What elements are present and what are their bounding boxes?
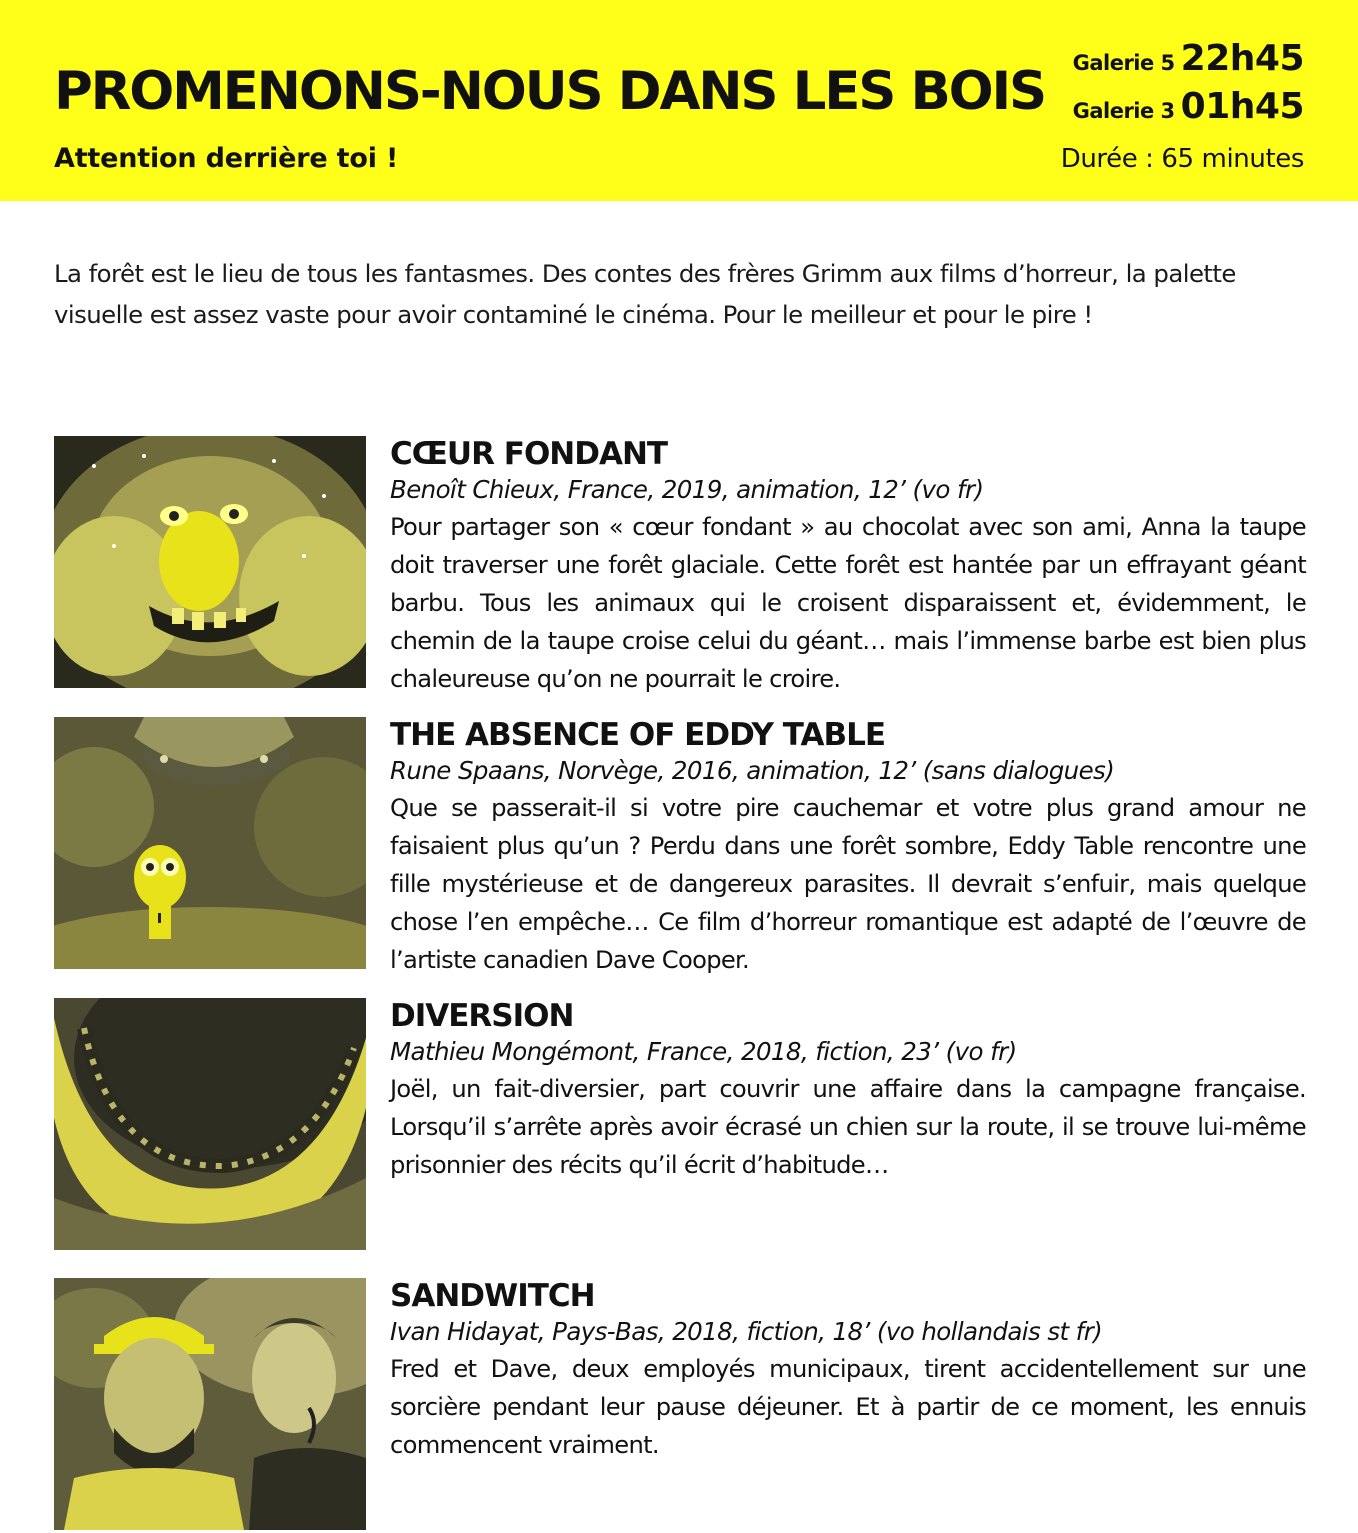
header-banner bbox=[0, 0, 1358, 201]
film-entry bbox=[54, 436, 1306, 693]
film-description: Que se passerait-il si votre pire cauchemar et votre plus grand amour ne faisaient plus qu’un ? Perdu dans une forêt sombre, Eddy Table rencontre une fille mystérieuse et de dangereux parasites. Il devrait s’enfuir, mais quelque chose l’en empêche… Ce film d’horreur romantique est adapté de l’œuvre de l’artiste canadien Dave Cooper. bbox=[390, 794, 1306, 974]
film-title: CŒUR FONDANT bbox=[390, 436, 668, 472]
film-credit: Benoît Chieux, France, 2019, animation, 12’ (vo fr) bbox=[390, 475, 984, 504]
dog-collar-still bbox=[54, 998, 366, 1250]
film-entry bbox=[54, 998, 1306, 1251]
film-still bbox=[54, 717, 366, 969]
intro-paragraph: La forêt est le lieu de tous les fantasmes. Des contes des frères Grimm aux films d’horreur, la palette visuelle est assez vaste pour avoir contaminé le cinéma. Pour le meilleur et pour le pire ! bbox=[54, 259, 1236, 329]
program-subtitle: Attention derrière toi ! bbox=[54, 143, 399, 174]
film-info bbox=[390, 998, 1306, 1184]
film-still bbox=[54, 1278, 366, 1530]
film-description: Joël, un fait-diversier, part couvrir une affaire dans la campagne française. Lorsqu’il s’arrête après avoir écrasé un chien sur la route, il se trouve lui-même prisonnier des récits qu’il écrit d’habitude… bbox=[390, 1075, 1306, 1179]
schedule-venue: Galerie 5 bbox=[1072, 51, 1175, 75]
film-entry bbox=[54, 717, 1306, 974]
film-title: DIVERSION bbox=[390, 998, 574, 1034]
film-still bbox=[54, 436, 366, 688]
schedule-row bbox=[1073, 38, 1304, 79]
film-info bbox=[390, 717, 1306, 979]
schedule-time: 22h45 bbox=[1180, 38, 1304, 79]
two-men-still bbox=[54, 1278, 366, 1530]
film-info bbox=[390, 1278, 1306, 1464]
film-credit: Mathieu Mongémont, France, 2018, fiction, 23’ (vo fr) bbox=[390, 1037, 1017, 1066]
film-title: SANDWITCH bbox=[390, 1278, 595, 1314]
schedule-row bbox=[1073, 86, 1304, 127]
film-description: Pour partager son « cœur fondant » au chocolat avec son ami, Anna la taupe doit traverser une forêt glaciale. Cette forêt est hantée par un effrayant géant barbu. Tous les animaux qui le croisent disparaissent et, évidemment, le chemin de la taupe croise celui du géant… mais l’immense barbe est bien plus chaleureuse qu’on ne pourrait le croire. bbox=[390, 513, 1306, 693]
film-entry bbox=[54, 1278, 1306, 1531]
film-title: THE ABSENCE OF EDDY TABLE bbox=[390, 717, 886, 753]
film-credit: Rune Spaans, Norvège, 2016, animation, 12’ (sans dialogues) bbox=[390, 756, 1115, 785]
film-description: Fred et Dave, deux employés municipaux, tirent accidentellement sur une sorcière pendant leur pause déjeuner. Et à partir de ce moment, les ennuis commencent vraiment. bbox=[390, 1355, 1306, 1459]
film-credit: Ivan Hidayat, Pays-Bas, 2018, fiction, 18’ (vo hollandais st fr) bbox=[390, 1317, 1103, 1346]
schedule-time: 01h45 bbox=[1180, 86, 1304, 127]
bearded-giant-still bbox=[54, 436, 366, 688]
film-still bbox=[54, 998, 366, 1250]
film-info bbox=[390, 436, 1306, 698]
program-title: PROMENONS-NOUS DANS LES BOIS bbox=[54, 61, 1045, 122]
schedule-venue: Galerie 3 bbox=[1072, 99, 1175, 123]
program-duration: Durée : 65 minutes bbox=[1060, 144, 1304, 174]
eddy-table-still bbox=[54, 717, 366, 969]
